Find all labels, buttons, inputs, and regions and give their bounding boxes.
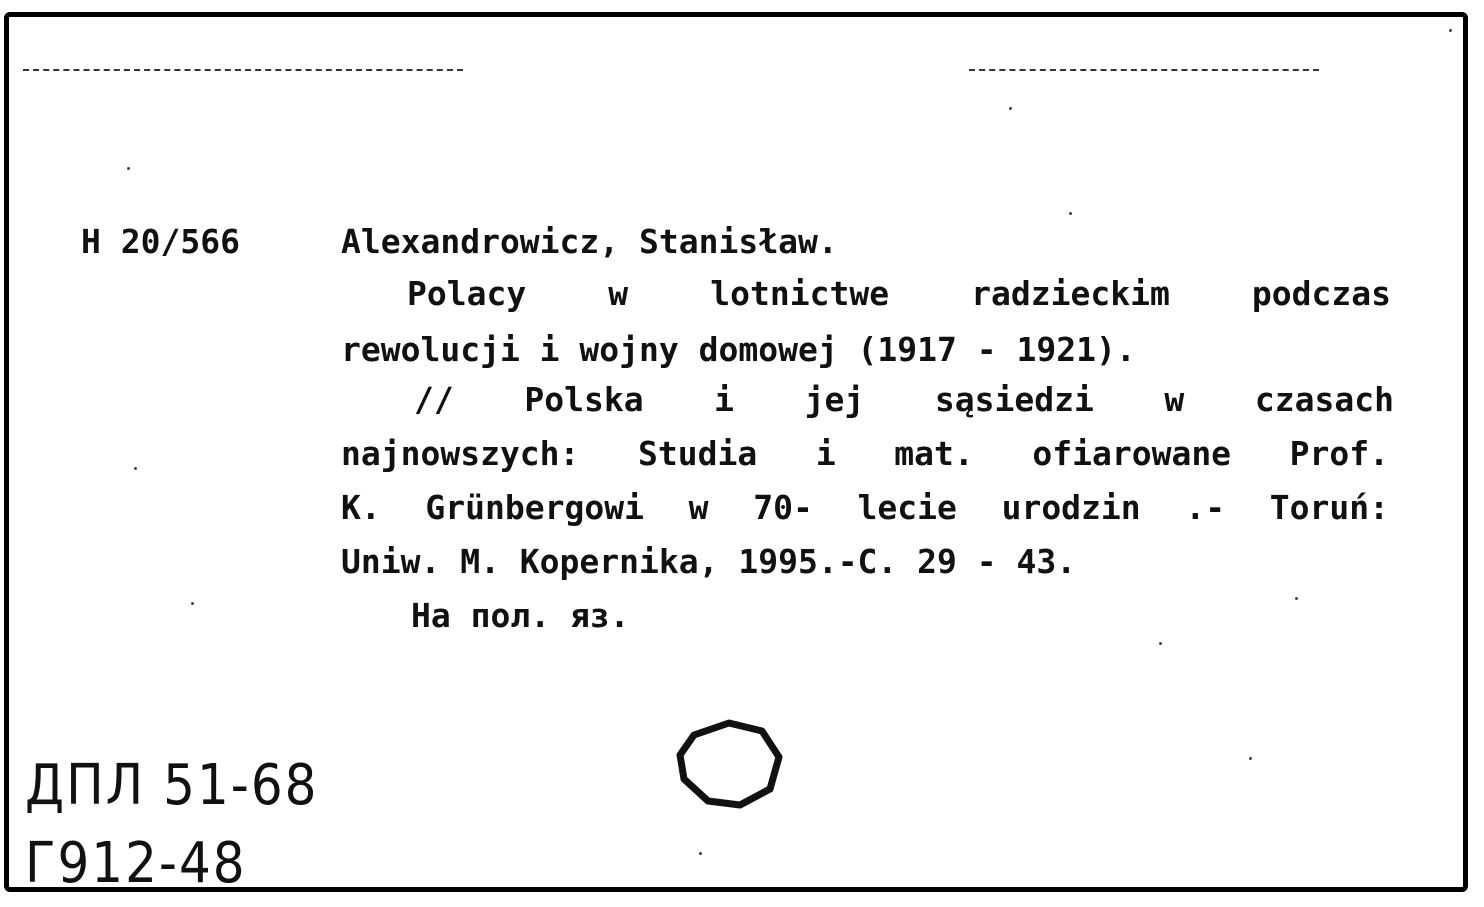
top-rule-left: [23, 69, 463, 71]
language-note: На пол. яз.: [411, 596, 630, 635]
source-line-3: K. Grünbergowi w 70- lecie urodzin .- Toruń:: [341, 488, 1389, 527]
handwritten-shelfmark-1: ДПЛ 51-68: [25, 752, 319, 818]
catalog-card: [4, 12, 1468, 896]
speck: [127, 167, 130, 170]
speck: [1295, 597, 1298, 600]
speck: [1449, 29, 1452, 32]
call-number: H 20/566: [81, 222, 240, 261]
speck: [191, 602, 194, 605]
source-line-1: // Polska i jej sąsiedzi w czasach: [414, 380, 1394, 419]
top-rule-right: [969, 69, 1319, 71]
speck: [1069, 212, 1072, 215]
speck: [1009, 107, 1012, 110]
source-line-4: Uniw. M. Kopernika, 1995.-C. 29 - 43.: [341, 542, 1077, 581]
handwritten-shelfmark-2: Г912-48: [25, 830, 247, 896]
author-heading: Alexandrowicz, Stanisław.: [341, 222, 838, 261]
title-line-2: rewolucji i wojny domowej (1917 - 1921).: [341, 330, 1136, 369]
speck: [1249, 757, 1252, 760]
title-line-1: Polacy w lotnictwe radzieckim podczas: [407, 274, 1391, 313]
speck: [1159, 642, 1162, 645]
speck: [134, 467, 137, 470]
library-stamp-mark: [674, 717, 789, 812]
source-line-2: najnowszych: Studia i mat. ofiarowane Prof.: [341, 434, 1389, 473]
speck: [699, 852, 702, 855]
